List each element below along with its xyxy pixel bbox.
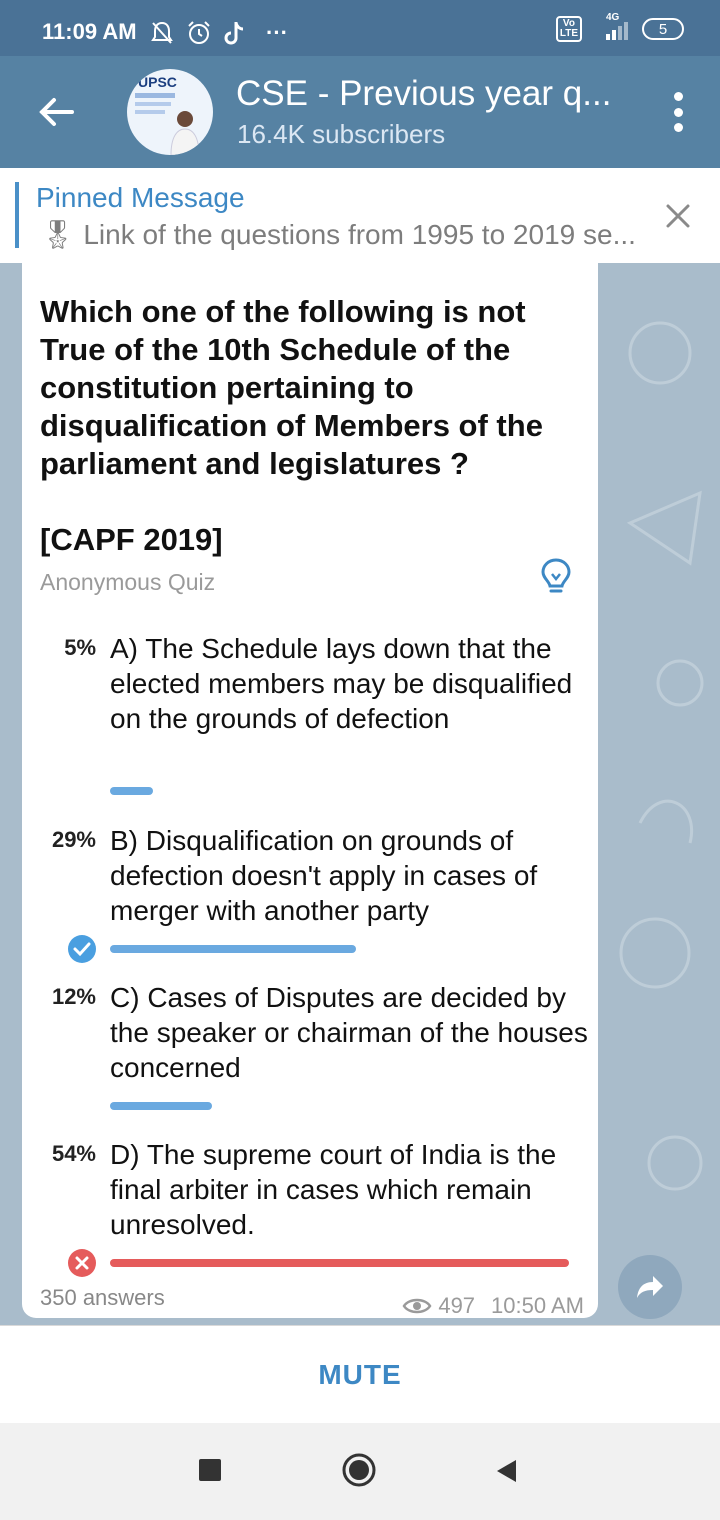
option-text: D) The supreme court of India is the final arbiter in cases which remain unresolved. [110, 1139, 557, 1240]
quiz-message-bubble[interactable] [22, 263, 598, 1318]
option-text: C) Cases of Disputes are decided by the speaker or chairman of the houses concerned [110, 982, 588, 1083]
system-navbar [0, 1423, 720, 1520]
option-text: A) The Schedule lays down that the elected members may be disqualified on the grounds of defection [110, 633, 573, 734]
vote-bar [110, 787, 153, 795]
avatar-person-image [127, 69, 213, 155]
close-icon[interactable] [658, 196, 698, 236]
option-percent: 5% [64, 635, 96, 660]
home-button[interactable] [342, 1453, 376, 1487]
option-text: B) Disqualification on grounds of defection doesn't apply in cases of merger with another party [110, 825, 538, 926]
view-count: 497 [438, 1293, 476, 1318]
menu-dot-icon [674, 92, 683, 101]
channel-avatar[interactable] [127, 69, 213, 155]
more-options-button[interactable] [666, 92, 690, 132]
arrow-left-icon [38, 97, 74, 127]
status-icons [150, 20, 288, 46]
tiktok-icon [224, 20, 246, 46]
avatar-logo-text: UPSC [138, 74, 177, 90]
back-button[interactable] [28, 88, 84, 136]
correct-check-icon [67, 934, 97, 964]
pinned-title: Pinned Message [36, 182, 245, 213]
back-nav-button[interactable] [494, 1458, 518, 1484]
eye-icon [402, 1296, 432, 1316]
subscriber-count: 16.4K subscribers [237, 119, 446, 149]
recent-apps-button[interactable] [199, 1459, 221, 1481]
wrong-cross-icon [67, 1248, 97, 1278]
more-notifications-icon: ··· [266, 20, 288, 45]
pinned-message[interactable] [0, 168, 720, 264]
vote-bar [110, 1259, 569, 1267]
medal-icon: 🎖 [40, 219, 76, 250]
vote-bar [110, 945, 356, 953]
quiz-type-label: Anonymous Quiz [40, 569, 216, 595]
alarm-icon [186, 20, 212, 46]
share-button[interactable] [618, 1255, 682, 1319]
network-type: 4G [606, 12, 620, 23]
lightbulb-icon[interactable] [538, 557, 574, 597]
answer-count: 350 answers [40, 1285, 165, 1310]
mute-button[interactable]: MUTE [318, 1359, 402, 1390]
bell-off-icon [150, 20, 174, 46]
menu-dot-icon [674, 108, 683, 117]
pinned-text [40, 218, 636, 251]
quiz-question: Which one of the following is not True of the 10th Schedule of the constitution pertaining to disqualification of Members of the parliament and legislatures ? [CAPF 2019] [40, 294, 543, 557]
signal-icon [592, 12, 632, 42]
pinned-text-content: Link of the questions from 1995 to 2019 se... [83, 219, 636, 250]
chat-area[interactable] [0, 263, 720, 1325]
option-percent: 54% [51, 1141, 96, 1166]
menu-dot-icon [674, 123, 683, 132]
pinned-indicator [15, 182, 19, 248]
vote-bar [110, 1102, 212, 1110]
channel-header [0, 56, 720, 168]
share-arrow-icon [635, 1274, 665, 1300]
status-right [556, 12, 684, 42]
option-percent: 29% [51, 827, 96, 852]
message-time: 10:50 AM [491, 1293, 584, 1318]
volte-icon: Vo LTE [556, 16, 582, 42]
bottom-action-bar [0, 1325, 720, 1424]
option-percent: 12% [51, 984, 96, 1009]
channel-title[interactable]: CSE - Previous year q... [236, 74, 612, 113]
battery-icon: 5 [642, 18, 684, 40]
status-time: 11:09 AM [42, 19, 137, 44]
message-meta [402, 1293, 584, 1319]
status-bar [0, 0, 720, 56]
